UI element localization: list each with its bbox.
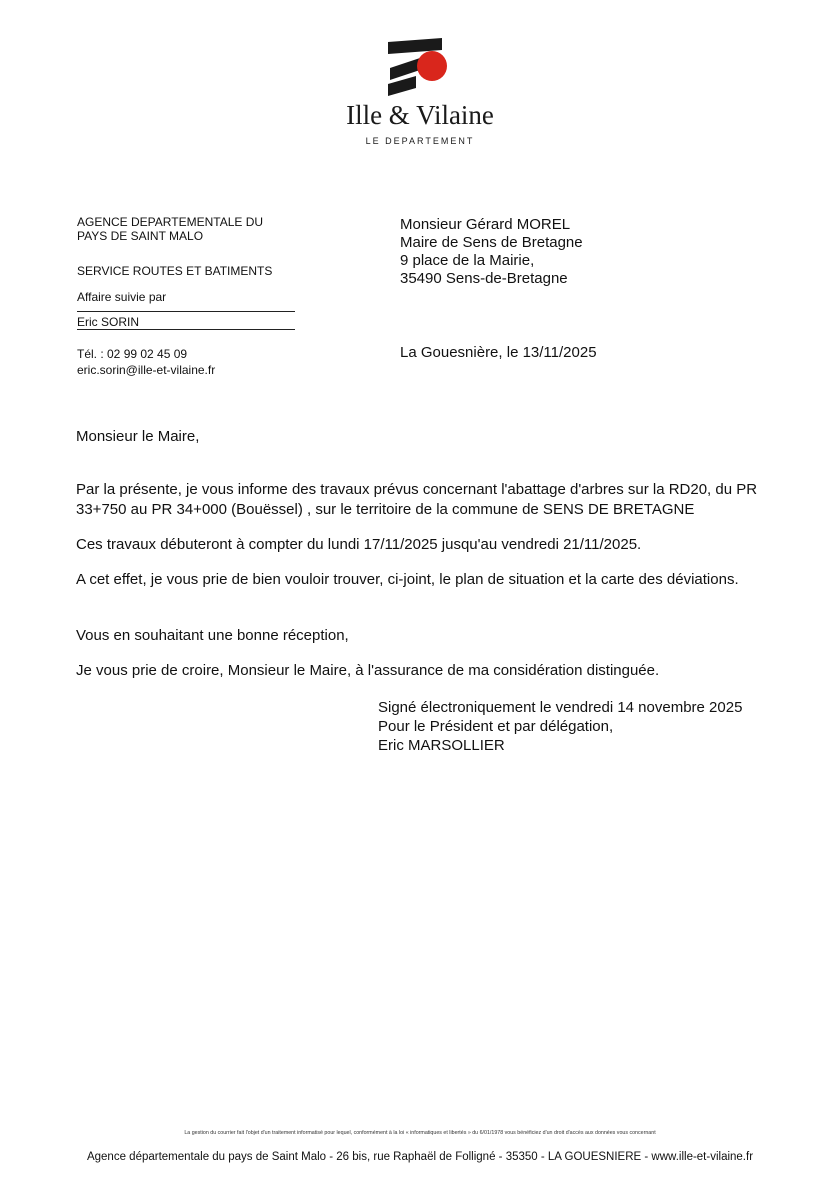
paragraph-3: A cet effet, je vous prie de bien vouloir trouver, ci-joint, le plan de situation et la carte des déviations. xyxy=(76,571,739,588)
department-logo xyxy=(330,36,510,151)
signature-block xyxy=(378,698,742,755)
recipient-title: Maire de Sens de Bretagne xyxy=(400,234,583,251)
logo-name: Ille & Vilaine xyxy=(346,100,494,130)
signature-line-2: Pour le Président et par délégation, xyxy=(378,718,614,735)
recipient-name: Monsieur Gérard MOREL xyxy=(400,216,571,233)
recipient-block xyxy=(400,216,583,288)
place-date: La Gouesnière, le 13/11/2025 xyxy=(400,344,597,361)
contact-email: eric.sorin@ille-et-vilaine.fr xyxy=(77,363,216,377)
contact-name: Eric SORIN xyxy=(77,315,140,329)
footer-address: Agence départementale du pays de Saint Malo - 26 bis, rue Raphaël de Folligné - 35350 - LA GOUESNIERE - www.ille-et-vilaine.fr xyxy=(86,1151,754,1163)
divider-top xyxy=(77,311,295,312)
paragraph-1: Par la présente, je vous informe des travaux prévus concernant l'abattage d'arbres sur la RD20, du PR 33+750 au PR 34+000 (Bouëssel) , sur le territoire de la commune de SENS DE BRETAGNE xyxy=(76,481,758,518)
sender-agency xyxy=(77,215,307,243)
recipient-address-2: 35490 Sens-de-Bretagne xyxy=(400,270,568,287)
divider-bottom xyxy=(77,329,295,330)
recipient-address-1: 9 place de la Mairie, xyxy=(400,252,535,269)
affaire-label: Affaire suivie par xyxy=(77,290,167,304)
paragraph-5: Je vous prie de croire, Monsieur le Maire, à l'assurance de ma considération distinguée. xyxy=(76,662,660,679)
paragraph-2: Ces travaux débuteront à compter du lundi 17/11/2025 jusqu'au vendredi 21/11/2025. xyxy=(76,536,642,553)
logo-mark-icon xyxy=(330,36,510,106)
paragraph-4: Vous en souhaitant une bonne réception, xyxy=(76,627,349,644)
logo-subtitle: LE DEPARTEMENT xyxy=(365,136,475,146)
agency-line-1: AGENCE DEPARTEMENTALE DU xyxy=(77,215,264,229)
salutation: Monsieur le Maire, xyxy=(76,428,200,445)
signature-line-1: Signé électroniquement le vendredi 14 novembre 2025 xyxy=(378,699,743,716)
sender-service: SERVICE ROUTES ET BATIMENTS xyxy=(77,264,273,278)
contact-tel: Tél. : 02 99 02 45 09 xyxy=(77,347,188,361)
legal-notice: La gestion du courrier fait l'objet d'un traitement informatisé pour lequel, conformément à la loi « informatiques et libertés » du 6/01/1978 vous bénéficiez d'un droit d'accès aux données vous concernant xyxy=(184,1130,656,1136)
agency-line-2: PAYS DE SAINT MALO xyxy=(77,229,204,243)
signature-line-3: Eric MARSOLLIER xyxy=(378,737,505,754)
